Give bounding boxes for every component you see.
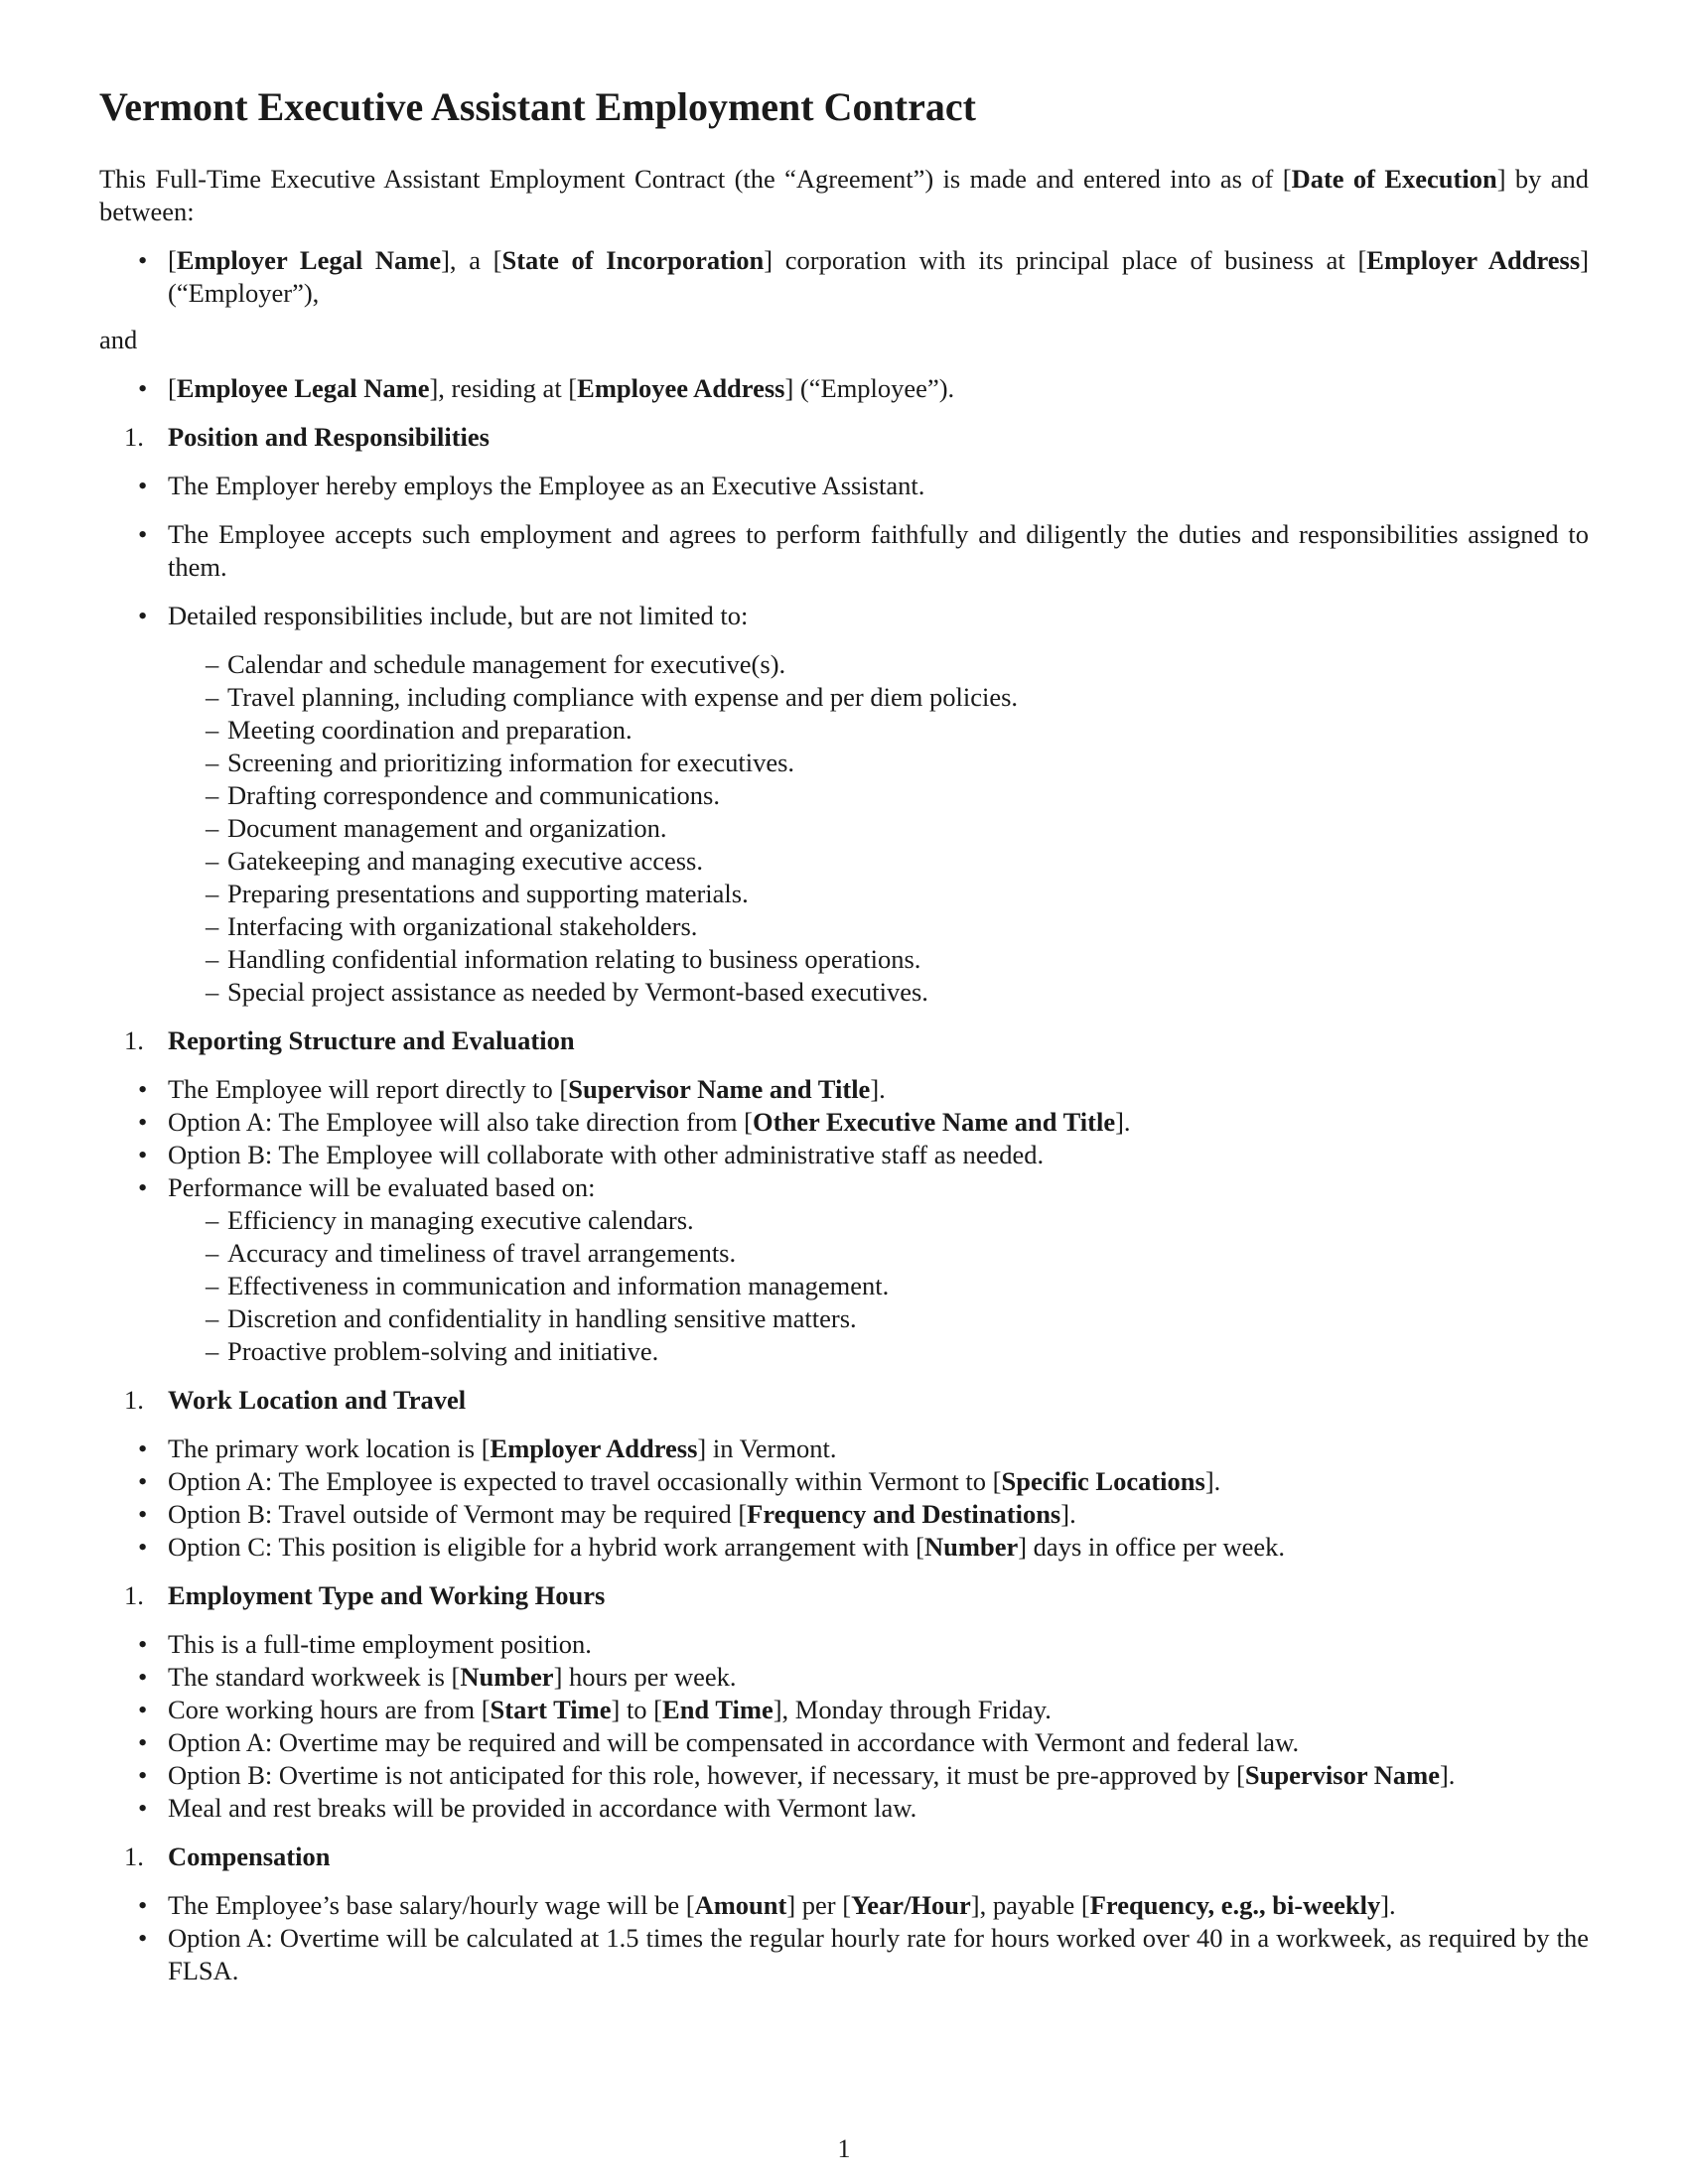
duty-item: – Gatekeeping and managing executive access.	[168, 845, 1589, 878]
intro-paragraph: This Full-Time Executive Assistant Employment Contract (the “Agreement”) is made and entered into as of [Date of Execution] by and between:	[99, 164, 1589, 226]
employee-party: • [Employee Legal Name], residing at [Employee Address] (“Employee”).	[99, 372, 1589, 405]
duty-item: – Travel planning, including compliance with expense and per diem policies.	[168, 681, 1589, 714]
section-heading-compensation: 1. Compensation	[124, 1842, 331, 1871]
criteria-item: – Proactive problem-solving and initiative.	[168, 1335, 1589, 1368]
list-item: • Core working hours are from [Start Time] to [End Time], Monday through Friday.	[99, 1694, 1589, 1726]
list-item: • The Employee’s base salary/hourly wage will be [Amount] per [Year/Hour], payable [Frequency, e.g., bi-weekly].	[99, 1889, 1589, 1922]
evaluation-criteria-list	[99, 1204, 1589, 1368]
list-item: • The Employer hereby employs the Employee as an Executive Assistant.	[99, 470, 1589, 502]
list-item: • The Employee will report directly to [Supervisor Name and Title].	[99, 1073, 1589, 1106]
document-title: Vermont Executive Assistant Employment Contract	[99, 84, 976, 129]
duty-item: – Handling confidential information relating to business operations.	[168, 943, 1589, 976]
list-item: • Performance will be evaluated based on: – Efficiency in managing executive calendars. – Accuracy and timeliness of travel arrangements. – Effectiveness in communication and information management. – Discretion and confidentiality in handling sensitive matters. – Proactive problem-solving and initiative.	[99, 1171, 1589, 1368]
duty-item: – Document management and organization.	[168, 812, 1589, 845]
list-item: • Detailed responsibilities include, but are not limited to: – Calendar and schedule management for executive(s). – Travel planning, including compliance with expense and per diem policies. – Meeting coordination and preparation. – Screening and prioritizing information for executives. – Drafting correspondence and communications. – Document management and organization. – Gatekeeping and managing executive access. – Preparing presentations and supporting materials. – Interfacing with organizational stakeholders. – Handling confidential information relating to business operations. – Special project assistance as needed by Vermont-based executives.	[99, 600, 1589, 1009]
duty-item: – Preparing presentations and supporting materials.	[168, 878, 1589, 910]
contract-page	[99, 83, 1589, 1987]
list-item: • This is a full-time employment position.	[99, 1628, 1589, 1661]
duties-list	[99, 648, 1589, 1009]
list-item: • Option C: This position is eligible for a hybrid work arrangement with [Number] days in office per week.	[99, 1531, 1589, 1564]
list-item: • The Employee accepts such employment and agrees to perform faithfully and diligently the duties and responsibilities assigned to them.	[99, 518, 1589, 584]
section-heading-work-location: 1. Work Location and Travel	[124, 1385, 467, 1415]
list-item: • Option A: Overtime may be required and will be compensated in accordance with Vermont and federal law.	[99, 1726, 1589, 1759]
list-item: • Option B: Overtime is not anticipated for this role, however, if necessary, it must be pre-approved by [Supervisor Name].	[99, 1759, 1589, 1792]
duty-item: – Screening and prioritizing information for executives.	[168, 747, 1589, 779]
list-item: • Option A: The Employee will also take direction from [Other Executive Name and Title].	[99, 1106, 1589, 1139]
duty-item: – Interfacing with organizational stakeholders.	[168, 910, 1589, 943]
and-conjunction: and	[99, 325, 138, 354]
employee-party-list	[99, 372, 1589, 405]
section-heading-employment-type: 1. Employment Type and Working Hours	[124, 1580, 606, 1610]
employment-type-bullets	[99, 1628, 1589, 1825]
compensation-bullets	[99, 1889, 1589, 1987]
reporting-bullets	[99, 1073, 1589, 1368]
criteria-item: – Discretion and confidentiality in handling sensitive matters.	[168, 1302, 1589, 1335]
employer-party-list	[99, 244, 1589, 310]
list-item: • Option A: The Employee is expected to travel occasionally within Vermont to [Specific Locations].	[99, 1465, 1589, 1498]
list-item: • The primary work location is [Employer Address] in Vermont.	[99, 1433, 1589, 1465]
employer-party: • [Employer Legal Name], a [State of Incorporation] corporation with its principal place of business at [Employer Address] (“Employer”),	[99, 244, 1589, 310]
list-item: • The standard workweek is [Number] hours per week.	[99, 1661, 1589, 1694]
duty-item: – Drafting correspondence and communications.	[168, 779, 1589, 812]
criteria-item: – Efficiency in managing executive calendars.	[168, 1204, 1589, 1237]
section-heading-reporting: 1. Reporting Structure and Evaluation	[124, 1025, 575, 1055]
list-item: • Option A: Overtime will be calculated at 1.5 times the regular hourly rate for hours worked over 40 in a workweek, as required by the FLSA.	[99, 1922, 1589, 1987]
page-number: 1	[837, 2134, 851, 2163]
criteria-item: – Effectiveness in communication and information management.	[168, 1270, 1589, 1302]
section-heading-position: 1. Position and Responsibilities	[124, 422, 490, 452]
list-item: • Option B: The Employee will collaborate with other administrative staff as needed.	[99, 1139, 1589, 1171]
position-bullets	[99, 470, 1589, 1009]
duty-item: – Special project assistance as needed by Vermont-based executives.	[168, 976, 1589, 1009]
duty-item: – Calendar and schedule management for executive(s).	[168, 648, 1589, 681]
list-item: • Meal and rest breaks will be provided in accordance with Vermont law.	[99, 1792, 1589, 1825]
work-location-bullets	[99, 1433, 1589, 1564]
criteria-item: – Accuracy and timeliness of travel arrangements.	[168, 1237, 1589, 1270]
list-item: • Option B: Travel outside of Vermont may be required [Frequency and Destinations].	[99, 1498, 1589, 1531]
duty-item: – Meeting coordination and preparation.	[168, 714, 1589, 747]
